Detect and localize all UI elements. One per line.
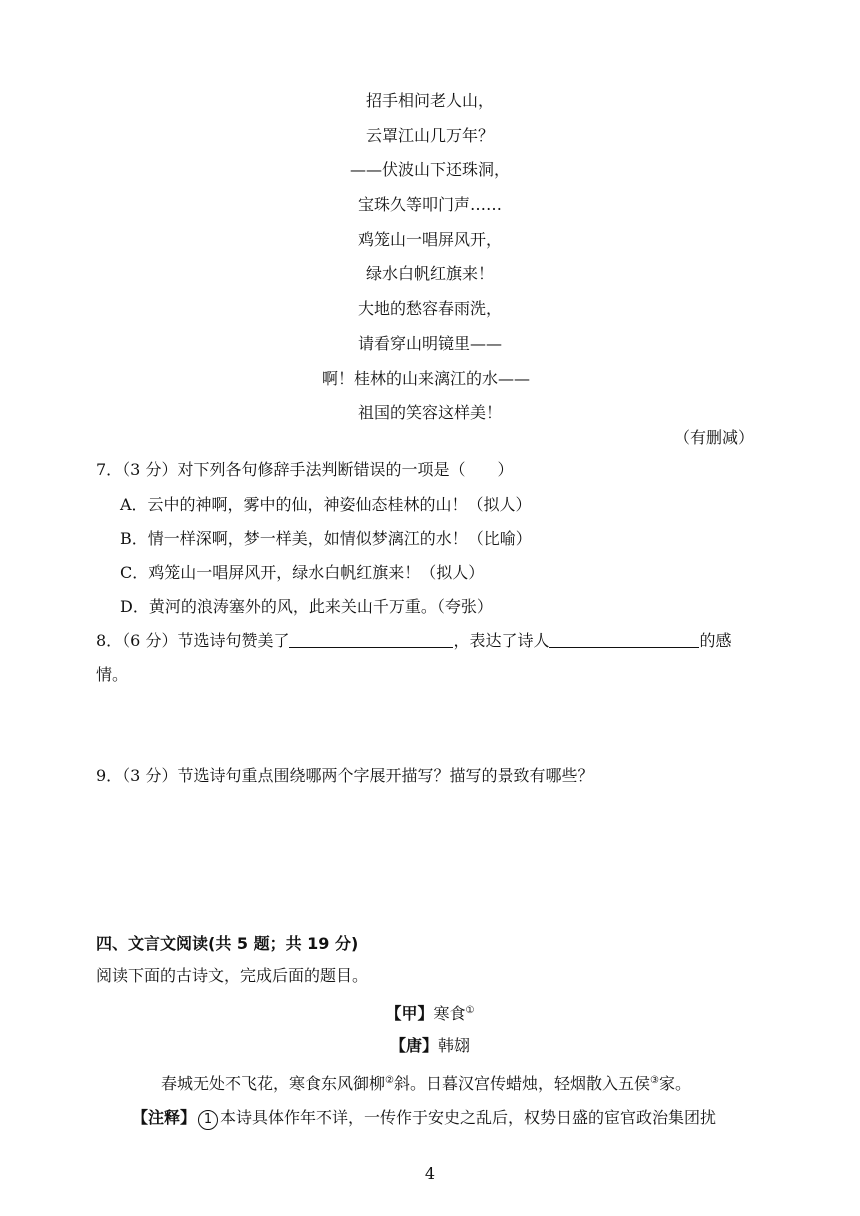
poem-line: 请看穿山明镜里——: [357, 333, 502, 353]
poem-line: 绿水白帆红旗来！: [365, 264, 494, 284]
classical-poem-verse: [0, 1067, 856, 1098]
poem-title-tag: 【甲】: [385, 1004, 434, 1023]
annotation-text: 本诗具体作年不详，一传作于安史之乱后，权势日盛的宦官政治集团扰: [220, 1108, 717, 1127]
poem-excerpt: [0, 84, 860, 431]
annotation-tag: 【注释】: [132, 1108, 197, 1127]
question-8-stem: [96, 627, 766, 655]
classical-poem-title: [0, 997, 860, 1028]
source-note: （有删减）: [673, 428, 754, 447]
question-8-suffix: 的感: [699, 631, 732, 650]
poem-line: 云罩江山几万年？: [365, 125, 494, 145]
section-4-title: 四、文言文阅读(共 5 题；共 19 分): [96, 934, 359, 953]
classical-poem-author: [0, 1032, 860, 1060]
verse-part-b: 斜。日暮汉宫传蜡烛，轻烟散入五侯: [393, 1074, 650, 1093]
answer-blank-2[interactable]: [549, 629, 699, 648]
footnote-mark-1: ①: [465, 1005, 475, 1016]
poem-line: ——伏波山下还珠洞，: [349, 160, 510, 180]
poem-line: 宝珠久等叩门声……: [357, 195, 502, 215]
question-7-stem: 7．（3 分）对下列各句修辞手法判断错误的一项是（ ）: [96, 460, 514, 479]
poem-line: 大地的愁容春雨洗，: [357, 299, 502, 319]
section-4-intro: 阅读下面的古诗文，完成后面的题目。: [96, 966, 369, 985]
author-name: 韩翃: [438, 1036, 471, 1055]
question-7-option-c: C．鸡笼山一唱屏风开，绿水白帆红旗来！（拟人）: [120, 563, 485, 582]
question-7-option-b: B．情一样深啊，梦一样美，如情似梦漓江的水！（比喻）: [120, 529, 532, 548]
question-8-prefix: 8．（6 分）节选诗句赞美了: [96, 631, 290, 650]
footnote-mark-3: ③: [650, 1075, 659, 1086]
question-7-option-d: D．黄河的浪涛塞外的风，此来关山千万重。（夸张）: [120, 597, 493, 616]
annotation-number-circle: 1: [198, 1110, 218, 1130]
verse-part-a: 春城无处不飞花，寒食东风御柳: [161, 1074, 386, 1093]
question-9-stem: 9．（3 分）节选诗句重点围绕哪两个字展开描写？描写的景致有哪些？: [96, 766, 594, 785]
question-8-line2: 情。: [96, 665, 129, 684]
author-tag: 【唐】: [389, 1036, 438, 1055]
poem-line: 啊！桂林的山来漓江的水——: [321, 368, 530, 388]
question-8-middle: ，表达了诗人: [453, 631, 550, 650]
page-number: 4: [424, 1164, 436, 1183]
question-7-option-a: A．云中的神啊，雾中的仙，神姿仙态桂林的山！（拟人）: [120, 495, 532, 514]
poem-line: 祖国的笑容这样美！: [357, 403, 502, 423]
footnote-mark-2: ②: [385, 1075, 394, 1086]
poem-line: 鸡笼山一唱屏风开，: [357, 229, 502, 249]
poem-line: 招手相问老人山，: [365, 91, 494, 110]
poem-title: 寒食: [433, 1004, 466, 1023]
annotation: [132, 1104, 716, 1132]
verse-part-c: 家。: [658, 1074, 691, 1093]
answer-blank-1[interactable]: [289, 629, 453, 648]
